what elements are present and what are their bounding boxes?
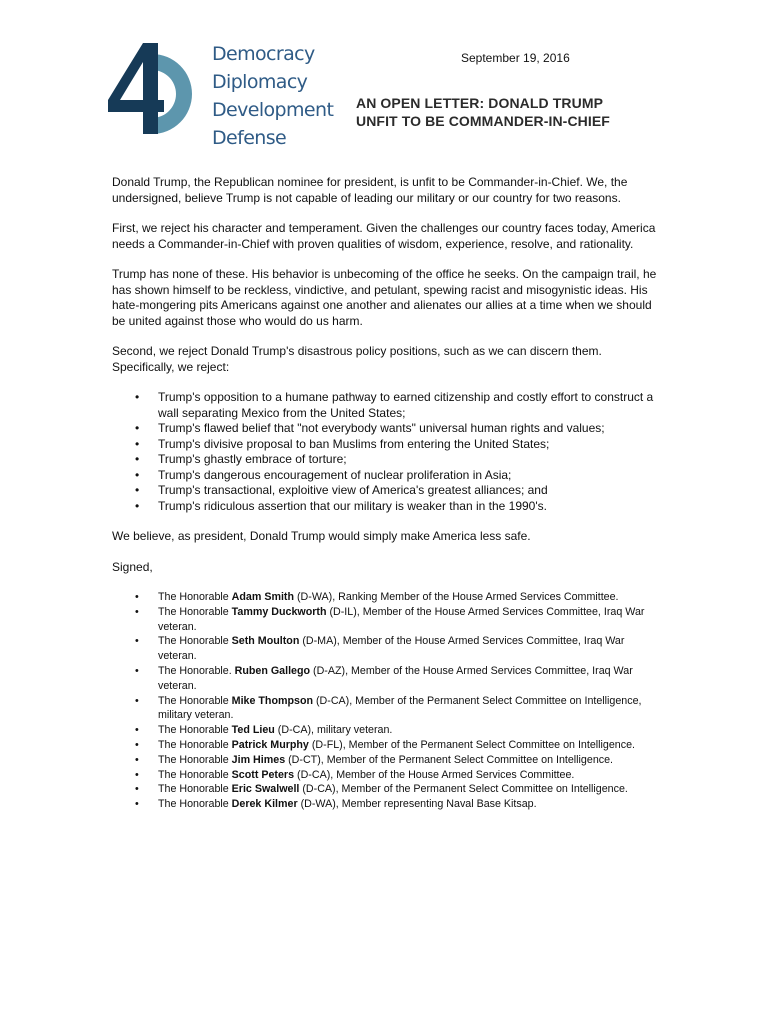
- paragraph: First, we reject his character and temperament. Given the challenges our country faces today, America needs a Commander-in-Chief with proven qualities of wisdom, experience, resolve, and rationality.: [112, 221, 656, 251]
- list-item: • Trump's divisive proposal to ban Muslims from entering the United States;: [112, 437, 664, 453]
- signatory-item: • The Honorable Patrick Murphy (D-FL), Member of the Permanent Select Committee on Intelligence.: [112, 738, 664, 753]
- signatory-name: Scott Peters: [231, 768, 295, 781]
- logo-word: Defense: [212, 127, 287, 149]
- signatory-item: • The Honorable Mike Thompson (D-CA), Member of the Permanent Select Committee on Intelligence, military veteran.: [112, 694, 664, 724]
- signatory-name: Seth Moulton: [231, 635, 300, 648]
- signatory-list: [112, 590, 664, 812]
- signatory-name: Jim Himes: [231, 753, 286, 766]
- signatory-item: • The Honorable. Ruben Gallego (D-AZ), Member of the House Armed Services Committee, Iraq War veteran.: [112, 664, 664, 694]
- signatory-item: • The Honorable Jim Himes (D-CT), Member of the Permanent Select Committee on Intelligence.: [112, 753, 664, 768]
- logo-word: Democracy: [212, 43, 315, 65]
- list-item: • Trump's ridiculous assertion that our military is weaker than in the 1990's.: [112, 499, 664, 515]
- list-item: • Trump's ghastly embrace of torture;: [112, 452, 664, 468]
- logo-wordmark: [212, 40, 333, 152]
- signatory-name: Derek Kilmer: [231, 798, 298, 811]
- letter-title: [356, 94, 610, 130]
- list-item: • Trump's opposition to a humane pathway to earned citizenship and costly effort to construct a wall separating Mexico from the United States;: [112, 390, 664, 421]
- letter-title-line: UNFIT TO BE COMMANDER-IN-CHIEF: [356, 113, 610, 129]
- signatory-item: • The Honorable Adam Smith (D-WA), Ranking Member of the House Armed Services Committee.: [112, 590, 664, 605]
- signatory-item: • The Honorable Derek Kilmer (D-WA), Member representing Naval Base Kitsap.: [112, 797, 664, 812]
- organization-logo: [108, 40, 338, 150]
- conclusion: We believe, as president, Donald Trump would simply make America less safe.: [112, 529, 531, 543]
- signatory-item: • The Honorable Eric Swalwell (D-CA), Member of the Permanent Select Committee on Intelligence.: [112, 782, 664, 797]
- signatory-item: • The Honorable Tammy Duckworth (D-IL), Member of the House Armed Services Committee, Iraq War veteran.: [112, 605, 664, 635]
- signatory-item: • The Honorable Ted Lieu (D-CA), military veteran.: [112, 723, 664, 738]
- signatory-name: Mike Thompson: [231, 694, 314, 707]
- logo-word: Diplomacy: [212, 71, 308, 93]
- list-item: • Trump's flawed belief that "not everybody wants" universal human rights and values;: [112, 421, 664, 437]
- signatory-name: Eric Swalwell: [231, 783, 300, 796]
- signed-label: Signed,: [112, 559, 153, 574]
- 4d-logo-icon: [108, 40, 208, 135]
- list-item: • Trump's transactional, exploitive view of America's greatest alliances; and: [112, 483, 664, 499]
- signatory-name: Ted Lieu: [231, 724, 275, 737]
- signatory-item: • The Honorable Scott Peters (D-CA), Member of the House Armed Services Committee.: [112, 768, 664, 783]
- signatory-name: Patrick Murphy: [231, 738, 309, 751]
- signatory-name: Adam Smith: [231, 591, 295, 603]
- list-item: • Trump's dangerous encouragement of nuclear proliferation in Asia;: [112, 468, 664, 484]
- letter-date: September 19, 2016: [461, 51, 570, 65]
- signatory-name: Ruben Gallego: [234, 664, 311, 677]
- letter-body: [112, 175, 664, 812]
- logo-word: Development: [212, 99, 334, 121]
- paragraph: Trump has none of these. His behavior is unbecoming of the office he seeks. On the campaign trail, he has shown himself to be reckless, vindictive, and petulant, spewing racist and misogynistic ideas. His hate-mongering pits Americans against one another and alienates our allies at a time when we should be united against those who would do us harm.: [112, 267, 657, 328]
- signatory-item: • The Honorable Seth Moulton (D-MA), Member of the House Armed Services Committee, Iraq War veteran.: [112, 634, 664, 664]
- rejection-list: [112, 390, 664, 514]
- signatory-name: Tammy Duckworth: [231, 605, 327, 618]
- paragraph: Second, we reject Donald Trump's disastrous policy positions, such as we can discern them. Specifically, we reject:: [112, 344, 602, 374]
- letter-title-line: AN OPEN LETTER: DONALD TRUMP: [356, 95, 604, 111]
- paragraph: Donald Trump, the Republican nominee for president, is unfit to be Commander-in-Chief. We, the undersigned, believe Trump is not capable of leading our military or our country for two reasons.: [112, 175, 628, 205]
